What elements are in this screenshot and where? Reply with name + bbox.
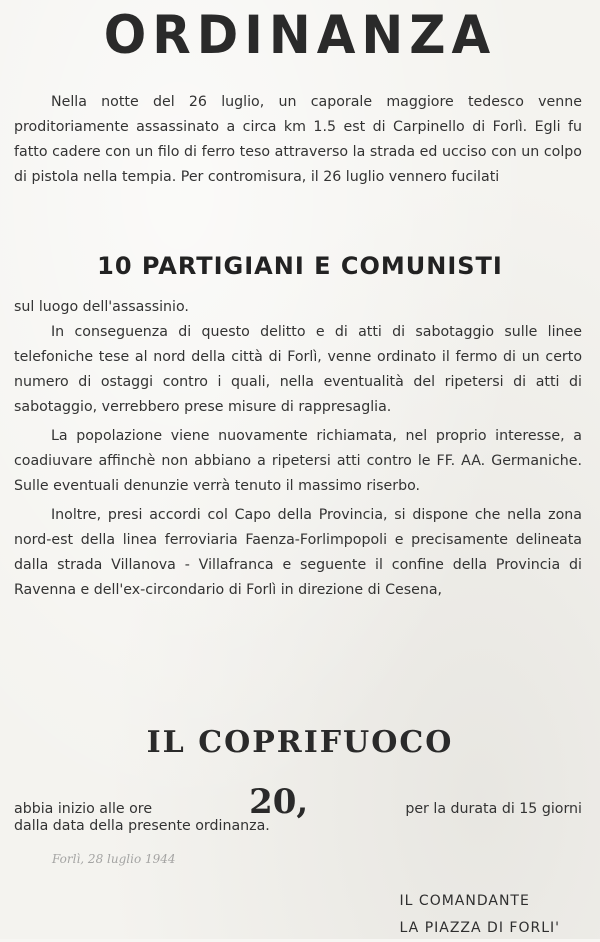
date-reference: dalla data della presente ordinanza. bbox=[14, 818, 270, 834]
paragraph-consequence: In conseguenza di questo delitto e di atti di sabotaggio sulle linee telefoniche tese al nord della città di Forlì, venne ordinato il fermo di un certo numero di ostaggi contro i quali, nella eventualità del ripetersi di atti di sabotaggio, verrebbero prese misure di rappresaglia. bbox=[14, 324, 582, 415]
curfew-hour: 20, bbox=[249, 782, 309, 822]
curfew-hour-line bbox=[14, 782, 582, 822]
curfew-heading: IL COPRIFUOCO bbox=[146, 725, 454, 760]
paragraph-incident bbox=[14, 90, 582, 190]
hour-line-end: per la durata di 15 giorni bbox=[405, 801, 582, 817]
paragraph-text: Nella notte del 26 luglio, un caporale maggiore tedesco venne proditoriamente assassinato a circa km 1.5 est di Carpinello di Forlì. Egli fu fatto cadere con un filo di ferro teso attraverso la strada ed ucciso con un colpo di pistola nella tempia. Per contromisura, il 26 luglio vennero fucilati bbox=[14, 94, 582, 185]
paragraph-place: sul luogo dell'assassinio. bbox=[14, 299, 189, 315]
paragraph-body bbox=[14, 295, 582, 603]
signature-office: LA PIAZZA DI FORLI' bbox=[399, 920, 560, 936]
poster-title: ORDINANZA bbox=[103, 4, 497, 66]
hour-line-start: abbia inizio alle ore bbox=[14, 801, 153, 817]
signature-block bbox=[400, 888, 560, 942]
date-stamp: Forlì, 28 luglio 1944 bbox=[52, 852, 176, 866]
signature-title: IL COMANDANTE bbox=[399, 893, 530, 909]
paragraph-population: La popolazione viene nuovamente richiamata, nel proprio interesse, a coadiuvare affinchè non abbiano a ripetersi atti contro le FF. AA. Germaniche. Sulle eventuali denunzie verrà tenuto il massimo riserbo. bbox=[14, 428, 582, 494]
paragraph-zone: Inoltre, presi accordi col Capo della Provincia, si dispone che nella zona nord-est della linea ferroviaria Faenza-Forlimpopoli e precisamente delineata dalla strada Villanova - Villafranca e seguente il confine della Provincia di Ravenna e dell'ex-circondario di Forlì in direzione di Cesena, bbox=[14, 507, 582, 598]
headline-partisans: 10 PARTIGIANI E COMUNISTI bbox=[97, 252, 503, 280]
